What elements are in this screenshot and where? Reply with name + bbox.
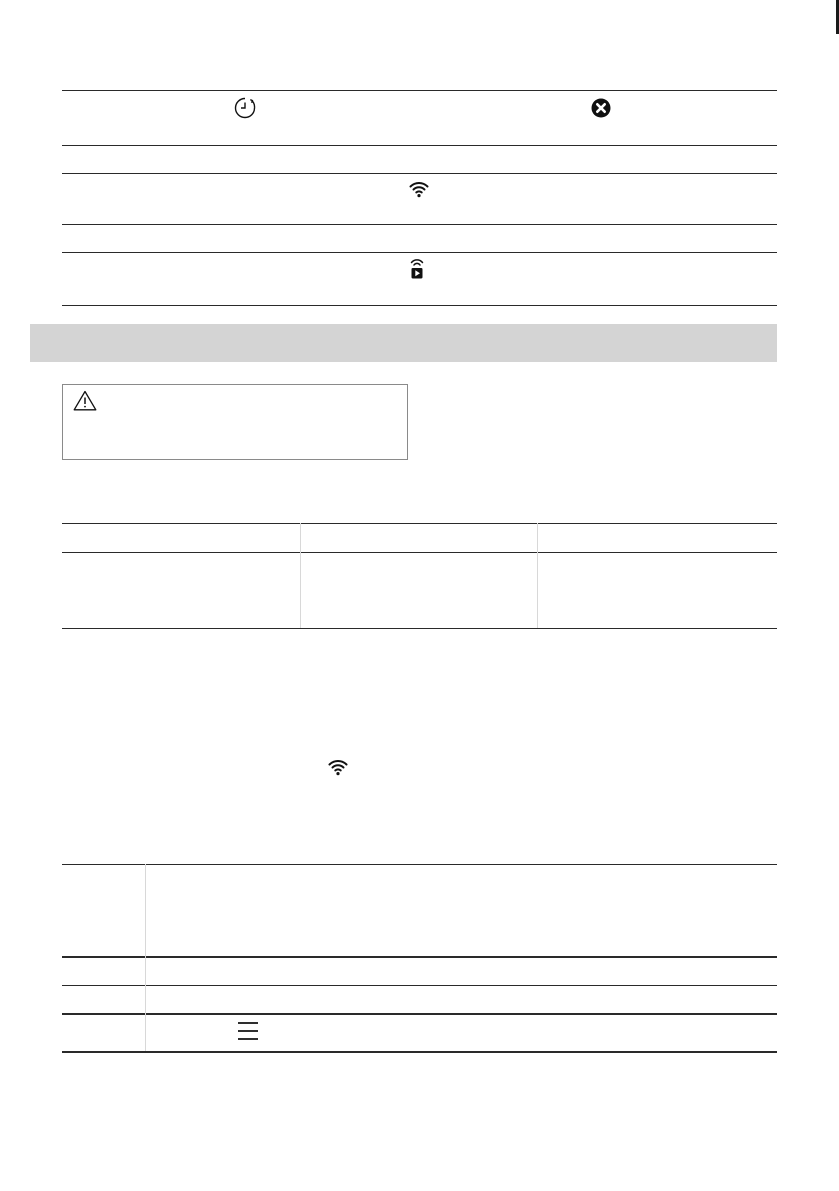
- menu-icon: [237, 1021, 259, 1041]
- table-rule: [62, 1051, 777, 1053]
- table-rule: [62, 173, 777, 174]
- table-rule: [62, 305, 777, 306]
- table-rule: [62, 90, 777, 91]
- column-separator: [145, 864, 146, 1051]
- section-heading-band: [30, 324, 777, 362]
- table-rule: [62, 252, 777, 253]
- cancel-circle-icon: [591, 98, 611, 118]
- table-rule: [62, 523, 777, 524]
- wifi-icon: [328, 758, 348, 776]
- column-separator: [300, 523, 301, 628]
- table-rule: [62, 552, 777, 553]
- table-rule: [62, 1013, 777, 1015]
- table-rule: [62, 628, 777, 629]
- warning-triangle-icon: [73, 390, 97, 411]
- table-rule: [62, 956, 777, 958]
- table-rule: [62, 145, 777, 146]
- column-separator: [537, 523, 538, 628]
- table-rule: [62, 864, 777, 865]
- wifi-icon: [409, 180, 429, 198]
- table-rule: [62, 224, 777, 225]
- warning-box: [62, 384, 408, 460]
- timer-icon: [233, 96, 257, 120]
- remote-start-icon: [409, 258, 425, 280]
- table-rule: [62, 985, 777, 986]
